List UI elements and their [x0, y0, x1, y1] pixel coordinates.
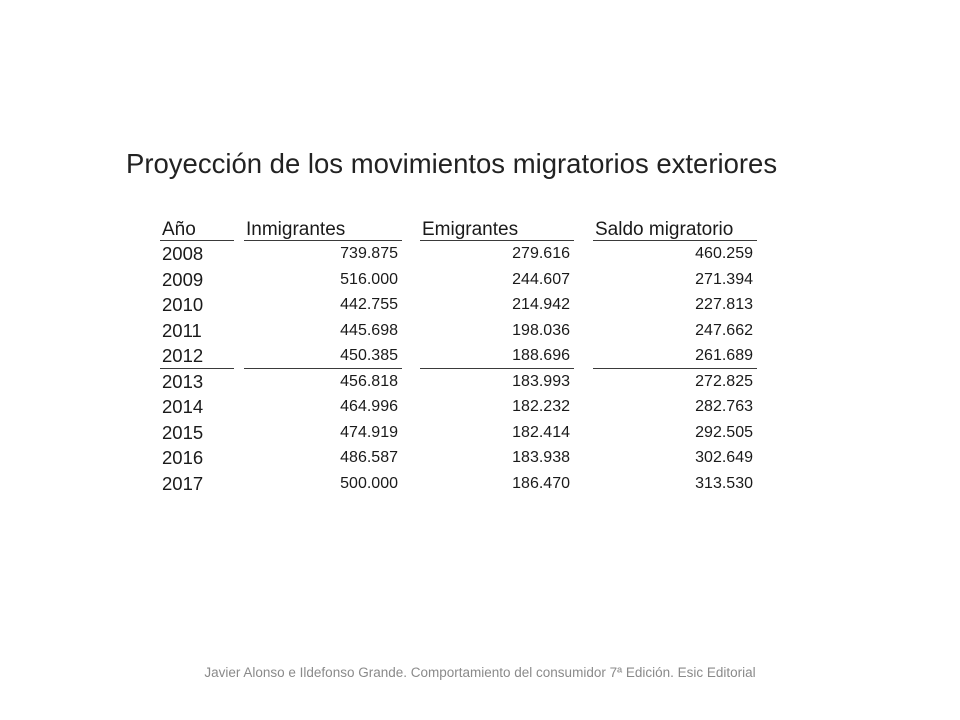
cell-inmigrantes-2009: 516.000: [340, 270, 398, 288]
header-year: Año: [160, 216, 234, 241]
column-saldo-migratorio: [593, 216, 757, 496]
cell-year-2009: 2009: [162, 268, 204, 290]
cell-inmigrantes-2014: 464.996: [340, 398, 398, 415]
cell-emigrantes-2014: 182.232: [512, 398, 570, 415]
cell-saldo-2014: 282.763: [695, 398, 753, 415]
cell-emigrantes-2017: 186.470: [512, 474, 570, 492]
cell-year-2010: 2010: [162, 294, 204, 315]
cell-inmigrantes-2013: 456.818: [340, 372, 398, 390]
cell-emigrantes-2016: 183.938: [512, 449, 570, 466]
column-inmigrantes: [244, 216, 402, 496]
cell-year-2014: 2014: [162, 396, 204, 417]
cell-saldo-2011: 247.662: [695, 321, 753, 339]
cell-emigrantes-2011: 198.036: [512, 321, 570, 339]
cell-saldo-2016: 302.649: [695, 449, 753, 466]
cell-emigrantes-2015: 182.414: [512, 423, 570, 441]
cell-emigrantes-2012: 188.696: [420, 343, 574, 369]
cell-emigrantes-2010: 214.942: [512, 296, 570, 313]
cell-saldo-2008: 460.259: [695, 245, 753, 262]
cell-year-2016: 2016: [162, 447, 204, 468]
header-saldo-migratorio: Saldo migratorio: [593, 216, 757, 241]
cell-saldo-2013: 272.825: [695, 372, 753, 390]
cell-inmigrantes-2017: 500.000: [340, 474, 398, 492]
cell-saldo-2017: 313.530: [695, 474, 753, 492]
cell-emigrantes-2008: 279.616: [512, 245, 570, 262]
cell-year-2013: 2013: [162, 370, 204, 392]
cell-saldo-2012: 261.689: [593, 343, 757, 369]
footer-citation: Javier Alonso e Ildefonso Grande. Comportamiento del consumidor 7ª Edición. Esic Editorial: [204, 665, 756, 680]
cell-saldo-2009: 271.394: [695, 270, 753, 288]
cell-year-2017: 2017: [162, 472, 204, 494]
cell-inmigrantes-2011: 445.698: [340, 321, 398, 339]
cell-inmigrantes-2015: 474.919: [340, 423, 398, 441]
cell-year-2008: 2008: [162, 243, 204, 264]
cell-saldo-2010: 227.813: [695, 296, 753, 313]
column-year: [160, 216, 234, 496]
cell-saldo-2015: 292.505: [695, 423, 753, 441]
cell-emigrantes-2013: 183.993: [512, 372, 570, 390]
cell-year-2015: 2015: [162, 421, 204, 443]
cell-inmigrantes-2012: 450.385: [244, 343, 402, 369]
column-emigrantes: [420, 216, 574, 496]
slide-title: Proyección de los movimientos migratorios exteriores: [126, 148, 778, 179]
header-inmigrantes: Inmigrantes: [244, 216, 402, 241]
cell-inmigrantes-2010: 442.755: [340, 296, 398, 313]
cell-year-2012: 2012: [160, 343, 234, 369]
cell-inmigrantes-2008: 739.875: [340, 245, 398, 262]
header-emigrantes: Emigrantes: [420, 216, 574, 241]
cell-inmigrantes-2016: 486.587: [340, 449, 398, 466]
cell-emigrantes-2009: 244.607: [512, 270, 570, 288]
cell-year-2011: 2011: [162, 319, 202, 341]
